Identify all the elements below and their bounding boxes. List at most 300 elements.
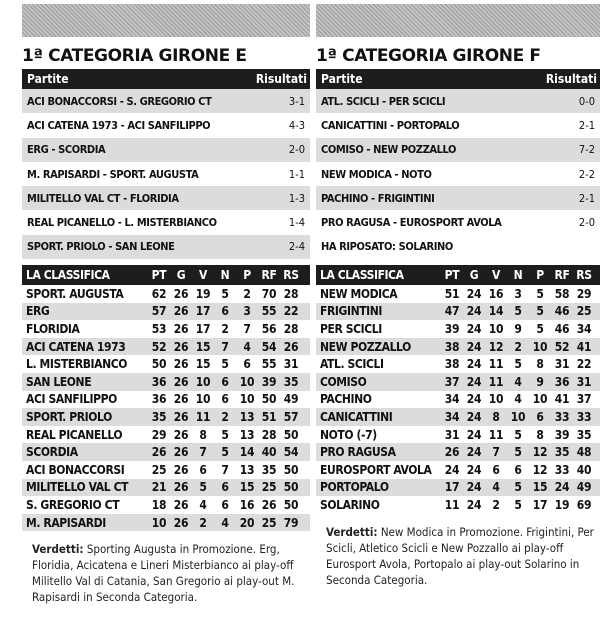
standings-row: [22, 373, 310, 391]
match-row: [316, 210, 600, 234]
stat-cell: 39: [554, 427, 570, 442]
match-result: 1-3: [288, 191, 305, 205]
stat-cell: 57: [283, 410, 299, 425]
match-row: [22, 138, 310, 162]
stat-cell: 8: [536, 427, 544, 442]
stat-cell: 26: [173, 374, 189, 389]
standings-row: [316, 355, 600, 373]
stat-cell: 51: [444, 286, 460, 301]
team-name: FLORIDIA: [26, 322, 80, 337]
stat-cell: 16: [488, 286, 504, 301]
team-name: ACI BONACCORSI: [26, 462, 125, 477]
stat-cell: 20: [239, 515, 255, 530]
match-teams: ACI BONACCORSI - S. GREGORIO CT: [27, 94, 212, 108]
stat-cell: 50: [283, 427, 299, 442]
stat-cell: 5: [221, 445, 229, 460]
col-header: PT: [444, 268, 460, 283]
stat-cell: 26: [173, 498, 189, 512]
verdict-label: Verdetti:: [32, 542, 84, 557]
stat-cell: 24: [466, 286, 482, 301]
stat-cell: 6: [536, 410, 544, 425]
stat-cell: 9: [536, 374, 544, 389]
stat-cell: 49: [283, 392, 299, 407]
match-row: [316, 89, 600, 113]
match-result: 2-1: [578, 118, 595, 132]
stat-cell: 5: [536, 322, 544, 337]
standings-header: [316, 265, 600, 285]
team-name: ATL. SCICLI: [320, 357, 384, 372]
stat-cell: 28: [261, 427, 277, 442]
stat-cell: 62: [151, 286, 167, 301]
standings-header: [22, 265, 310, 285]
stat-cell: 7: [199, 445, 207, 460]
match-teams: CANICATTINI - PORTOPALO: [321, 118, 460, 132]
stat-cell: 55: [261, 357, 277, 372]
team-name: NEW POZZALLO: [320, 339, 411, 354]
stat-cell: 13: [239, 410, 255, 425]
stat-cell: 5: [514, 480, 522, 495]
stat-cell: 10: [239, 374, 255, 389]
stat-cell: 38: [444, 339, 460, 354]
stat-cell: 26: [173, 322, 189, 337]
col-header: V: [198, 268, 208, 283]
stat-cell: 15: [239, 480, 255, 495]
stat-cell: 26: [173, 339, 189, 354]
match-teams: COMISO - NEW POZZALLO: [321, 143, 457, 157]
match-teams: MILITELLO VAL CT - FLORIDIA: [27, 191, 179, 205]
stat-cell: 17: [444, 480, 460, 495]
stat-cell: 7: [492, 445, 500, 460]
team-name: EUROSPORT AVOLA: [320, 462, 432, 477]
results-header-label: Risultati: [255, 72, 307, 86]
standings-row: [22, 479, 310, 497]
standings-row: [316, 391, 600, 409]
matches-header-label: Partite: [27, 72, 69, 86]
match-row: [22, 113, 310, 137]
stat-cell: 21: [151, 480, 167, 495]
stat-cell: 10: [488, 322, 504, 337]
stat-cell: 10: [239, 392, 255, 407]
stat-cell: 52: [554, 339, 570, 354]
section-title: 1ª CATEGORIA GIRONE E: [22, 46, 247, 66]
stat-cell: 22: [283, 304, 299, 319]
match-row: [316, 138, 600, 162]
stat-cell: 26: [173, 357, 189, 372]
stat-cell: 14: [488, 304, 504, 319]
stat-cell: 17: [195, 322, 211, 337]
standings-row: [316, 303, 600, 321]
stat-cell: 4: [514, 392, 522, 407]
stat-cell: 26: [173, 427, 189, 442]
stat-cell: 4: [514, 374, 522, 389]
match-teams: ATL. SCICLI - PER SCICLI: [321, 94, 446, 108]
team-name: SPORT. AUGUSTA: [26, 286, 124, 301]
verdict-note: [22, 541, 310, 605]
standings-header-label: LA CLASSIFICA: [320, 268, 404, 283]
stat-cell: 7: [221, 462, 229, 477]
stat-cell: 10: [151, 515, 167, 530]
standings-row: [22, 461, 310, 479]
matches-header: [22, 69, 310, 89]
stat-cell: 2: [514, 339, 522, 354]
stat-cell: 5: [514, 445, 522, 460]
stat-cell: 2: [221, 322, 229, 337]
match-teams: ACI CATENA 1973 - ACI SANFILIPPO: [27, 118, 211, 132]
col-header: RF: [261, 268, 277, 283]
stat-cell: 6: [221, 304, 229, 319]
stat-cell: 10: [488, 392, 504, 407]
team-name: PACHINO: [320, 392, 372, 407]
stat-cell: 15: [532, 480, 548, 495]
stat-cell: 50: [261, 392, 277, 407]
stat-cell: 5: [221, 427, 229, 442]
stat-cell: 9: [514, 322, 522, 337]
verdict-note: [316, 524, 600, 588]
standings-header-label: LA CLASSIFICA: [26, 268, 110, 283]
stat-cell: 34: [576, 322, 592, 337]
stat-cell: 36: [554, 374, 570, 389]
team-name: ERG: [26, 304, 50, 319]
col-header: N: [220, 268, 230, 283]
stat-cell: 47: [444, 304, 460, 319]
match-teams: REAL PICANELLO - L. MISTERBIANCO: [27, 216, 217, 230]
stat-cell: 13: [239, 462, 255, 477]
stat-cell: 37: [444, 374, 460, 389]
match-teams: ERG - SCORDIA: [27, 143, 106, 157]
stat-cell: 24: [466, 322, 482, 337]
stat-cell: 4: [492, 480, 500, 495]
stat-cell: 31: [283, 357, 299, 372]
verdict-text: Sporting Augusta in Promozione. Erg, Floridia, Acicatena e Lineri Misterbianco ai play-off Militello Val di Catania, San Gregorio ai play-out M. Rapisardi in Seconda Categoria.: [32, 542, 295, 605]
standings-row: [22, 355, 310, 373]
stat-cell: 54: [283, 445, 299, 460]
match-row: [316, 186, 600, 210]
team-name: L. MISTERBIANCO: [26, 357, 128, 372]
stat-cell: 7: [221, 339, 229, 354]
col-header: PT: [151, 268, 167, 283]
standings-row: [22, 496, 310, 514]
team-name: REAL PICANELLO: [26, 427, 123, 442]
stat-cell: 39: [261, 374, 277, 389]
stat-cell: 5: [514, 427, 522, 442]
section-title: 1ª CATEGORIA GIRONE F: [316, 46, 541, 66]
stat-cell: 79: [283, 515, 299, 530]
stat-cell: 24: [444, 462, 460, 477]
stat-cell: 2: [221, 410, 229, 425]
team-name: ACI SANFILIPPO: [26, 392, 117, 407]
stat-cell: 24: [466, 374, 482, 389]
col-header: N: [513, 268, 523, 283]
girone-e-column: [22, 0, 310, 605]
match-result: 7-2: [578, 143, 595, 157]
standings-row: [316, 496, 600, 514]
col-header: P: [243, 268, 251, 283]
standings-row: [22, 285, 310, 303]
stat-cell: 25: [261, 480, 277, 495]
match-row: [22, 235, 310, 259]
matches-list: [316, 89, 600, 259]
stat-cell: 49: [576, 480, 592, 495]
stat-cell: 40: [576, 462, 592, 477]
standings-row: [22, 426, 310, 444]
stat-cell: 8: [199, 427, 207, 442]
standings-row: [22, 408, 310, 426]
matches-header: [316, 69, 600, 89]
stat-cell: 26: [444, 445, 460, 460]
match-result: 2-4: [288, 240, 305, 254]
stat-cell: 29: [576, 286, 592, 301]
stat-cell: 25: [576, 304, 592, 319]
col-header: RS: [576, 268, 592, 283]
stat-cell: 25: [151, 462, 167, 477]
standings-row: [316, 285, 600, 303]
stat-cell: 4: [199, 498, 207, 512]
stat-cell: 26: [173, 410, 189, 425]
standings-row: [316, 373, 600, 391]
stat-cell: 19: [195, 286, 211, 301]
stat-cell: 26: [173, 392, 189, 407]
stat-cell: 34: [444, 410, 460, 425]
stat-cell: 15: [195, 339, 211, 354]
stat-cell: 24: [466, 462, 482, 477]
stat-cell: 5: [536, 304, 544, 319]
stat-cell: 6: [492, 462, 500, 477]
stat-cell: 36: [151, 374, 167, 389]
match-teams: NEW MODICA - NOTO: [321, 167, 432, 181]
stat-cell: 36: [151, 392, 167, 407]
stat-cell: 24: [466, 410, 482, 425]
header-texture: [22, 4, 310, 37]
stat-cell: 11: [195, 410, 211, 425]
stat-cell: 24: [554, 480, 570, 495]
stat-cell: 26: [173, 445, 189, 460]
stat-cell: 69: [576, 498, 592, 512]
stat-cell: 33: [554, 462, 570, 477]
stat-cell: 18: [151, 498, 167, 512]
stat-cell: 4: [243, 339, 251, 354]
team-name: NOTO (-7): [320, 427, 377, 442]
stat-cell: 10: [510, 410, 526, 425]
team-name: S. GREGORIO CT: [26, 498, 120, 512]
results-header-label: Risultati: [545, 72, 597, 86]
stat-cell: 51: [261, 410, 277, 425]
stat-cell: 48: [576, 445, 592, 460]
team-name: PORTOPALO: [320, 480, 389, 495]
stat-cell: 5: [199, 480, 207, 495]
standings-row: [316, 320, 600, 338]
team-name: FRIGINTINI: [320, 304, 383, 319]
stat-cell: 17: [532, 498, 548, 512]
stat-cell: 5: [221, 357, 229, 372]
standings-row: [316, 461, 600, 479]
match-result: 2-0: [288, 143, 305, 157]
stat-cell: 24: [466, 498, 482, 512]
stat-cell: 5: [514, 498, 522, 512]
stat-cell: 19: [554, 498, 570, 512]
stat-cell: 6: [221, 480, 229, 495]
team-name: NEW MODICA: [320, 286, 398, 301]
stat-cell: 26: [261, 498, 277, 512]
stat-cell: 12: [488, 339, 504, 354]
header-texture: [316, 4, 600, 37]
stat-cell: 8: [536, 357, 544, 372]
match-row: [316, 235, 600, 259]
stat-cell: 31: [576, 374, 592, 389]
stat-cell: 6: [243, 357, 251, 372]
match-result: 3-1: [288, 94, 305, 108]
stat-cell: 28: [283, 286, 299, 301]
match-row: [316, 113, 600, 137]
stat-cell: 2: [492, 498, 500, 512]
stat-cell: 26: [151, 445, 167, 460]
stat-cell: 39: [444, 322, 460, 337]
match-teams: PACHINO - FRIGINTINI: [321, 191, 435, 205]
standings-row: [22, 514, 310, 532]
standings-row: [316, 443, 600, 461]
stat-cell: 24: [466, 480, 482, 495]
stat-cell: 10: [532, 392, 548, 407]
stat-cell: 6: [221, 392, 229, 407]
standings-body: [316, 285, 600, 514]
stat-cell: 52: [151, 339, 167, 354]
standings-table: [316, 265, 600, 514]
col-header: G: [469, 268, 479, 283]
col-header: RS: [283, 268, 299, 283]
stat-cell: 33: [576, 410, 592, 425]
stat-cell: 50: [283, 462, 299, 477]
stat-cell: 35: [283, 374, 299, 389]
match-result: 2-0: [578, 216, 595, 230]
stat-cell: 6: [221, 498, 229, 512]
stat-cell: 41: [554, 392, 570, 407]
team-name: PRO RAGUSA: [320, 445, 396, 460]
standings-table: [22, 265, 310, 531]
stat-cell: 11: [488, 374, 504, 389]
match-result: 0-0: [578, 94, 595, 108]
stat-cell: 26: [173, 304, 189, 319]
stat-cell: 7: [243, 322, 251, 337]
stat-cell: 12: [532, 462, 548, 477]
match-row: [22, 210, 310, 234]
match-row: [316, 162, 600, 186]
stat-cell: 53: [151, 322, 167, 337]
stat-cell: 35: [261, 462, 277, 477]
stat-cell: 46: [554, 322, 570, 337]
team-name: PER SCICLI: [320, 322, 382, 337]
stat-cell: 41: [576, 339, 592, 354]
stat-cell: 24: [466, 304, 482, 319]
stat-cell: 11: [488, 427, 504, 442]
match-result: 1-1: [288, 167, 305, 181]
stat-cell: 37: [576, 392, 592, 407]
stat-cell: 10: [532, 339, 548, 354]
stat-cell: 8: [492, 410, 500, 425]
match-teams: M. RAPISARDI - SPORT. AUGUSTA: [27, 167, 199, 181]
stat-cell: 55: [261, 304, 277, 319]
stat-cell: 34: [444, 392, 460, 407]
standings-row: [22, 443, 310, 461]
stat-cell: 13: [239, 427, 255, 442]
stat-cell: 50: [151, 357, 167, 372]
stat-cell: 54: [261, 339, 277, 354]
match-teams: PRO RAGUSA - EUROSPORT AVOLA: [321, 216, 502, 230]
col-header: RF: [554, 268, 570, 283]
stat-cell: 31: [554, 357, 570, 372]
standings-row: [316, 408, 600, 426]
team-name: ACI CATENA 1973: [26, 339, 126, 354]
stat-cell: 50: [283, 480, 299, 495]
stat-cell: 3: [514, 286, 522, 301]
stat-cell: 24: [466, 339, 482, 354]
team-name: SAN LEONE: [26, 374, 92, 389]
stat-cell: 3: [243, 304, 251, 319]
team-name: SOLARINO: [320, 498, 380, 512]
stat-cell: 6: [514, 462, 522, 477]
match-teams: HA RIPOSATO: SOLARINO: [321, 240, 453, 254]
stat-cell: 25: [261, 515, 277, 530]
match-teams: SPORT. PRIOLO - SAN LEONE: [27, 240, 175, 254]
standings-row: [22, 338, 310, 356]
stat-cell: 5: [514, 357, 522, 372]
match-result: 2-1: [578, 191, 595, 205]
standings-row: [22, 391, 310, 409]
stat-cell: 58: [554, 286, 570, 301]
stat-cell: 35: [576, 427, 592, 442]
team-name: MILITELLO VAL CT: [26, 480, 129, 495]
stat-cell: 70: [261, 286, 277, 301]
stat-cell: 26: [283, 339, 299, 354]
match-result: 2-2: [578, 167, 595, 181]
col-header: V: [491, 268, 501, 283]
stat-cell: 22: [576, 357, 592, 372]
stat-cell: 24: [466, 392, 482, 407]
girone-f-column: [316, 0, 600, 588]
col-header: G: [176, 268, 186, 283]
match-row: [22, 162, 310, 186]
match-row: [22, 186, 310, 210]
stat-cell: 26: [173, 515, 189, 530]
stat-cell: 6: [221, 374, 229, 389]
stat-cell: 10: [195, 374, 211, 389]
stat-cell: 4: [221, 515, 229, 530]
team-name: CANICATTINI: [320, 410, 393, 425]
team-name: SCORDIA: [26, 445, 78, 460]
stat-cell: 50: [283, 498, 299, 512]
stat-cell: 57: [151, 304, 167, 319]
verdict-label: Verdetti:: [326, 524, 378, 539]
col-header: P: [536, 268, 544, 283]
standings-row: [316, 479, 600, 497]
stat-cell: 5: [514, 304, 522, 319]
stat-cell: 35: [554, 445, 570, 460]
stat-cell: 40: [261, 445, 277, 460]
team-name: SPORT. PRIOLO: [26, 410, 112, 425]
stat-cell: 15: [195, 357, 211, 372]
stat-cell: 17: [195, 304, 211, 319]
standings-row: [316, 426, 600, 444]
stat-cell: 24: [466, 427, 482, 442]
stat-cell: 29: [151, 427, 167, 442]
match-row: [22, 89, 310, 113]
stat-cell: 24: [466, 445, 482, 460]
stat-cell: 2: [243, 286, 251, 301]
standings-body: [22, 285, 310, 531]
stat-cell: 11: [488, 357, 504, 372]
standings-row: [22, 320, 310, 338]
standings-row: [316, 338, 600, 356]
stat-cell: 16: [239, 498, 255, 512]
stat-cell: 10: [195, 392, 211, 407]
